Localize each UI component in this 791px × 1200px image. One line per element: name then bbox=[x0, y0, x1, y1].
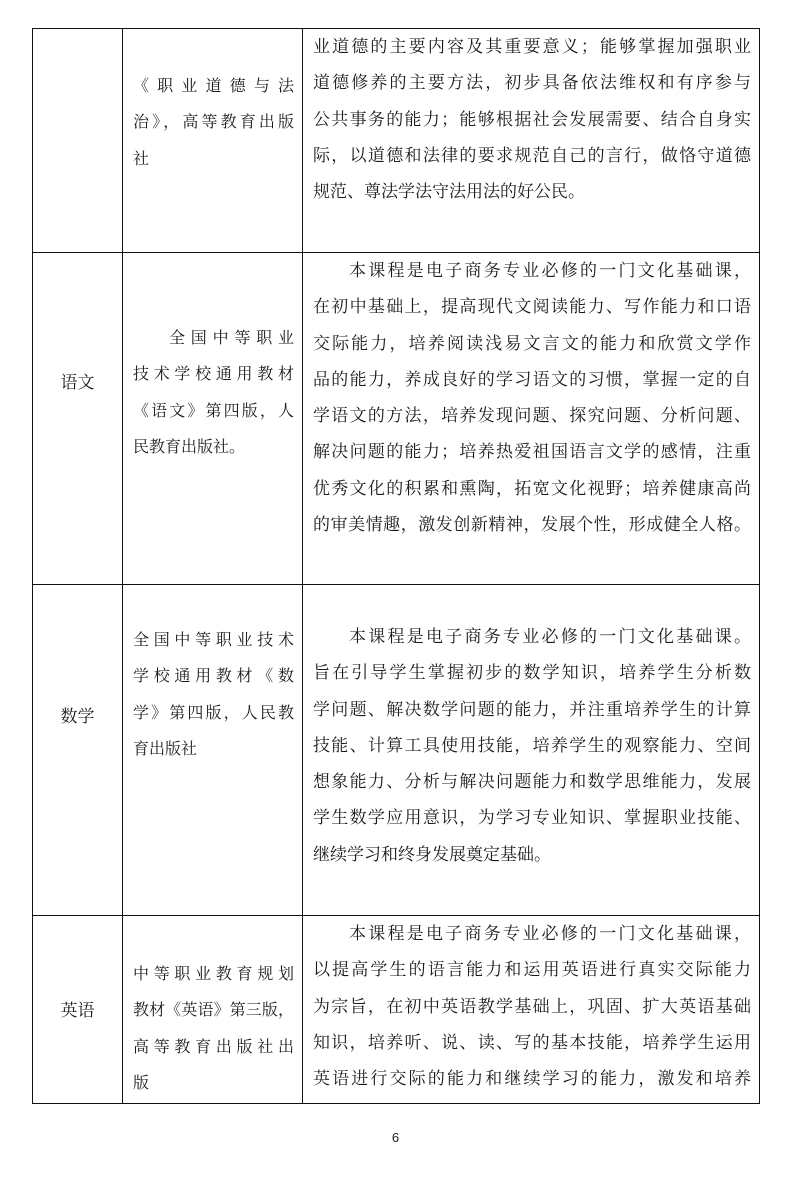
description-line: 为宗旨，在初中英语教学基础上，巩固、扩大英语基础 bbox=[313, 996, 751, 1016]
textbook-cell bbox=[123, 585, 303, 916]
subject-cell bbox=[33, 585, 123, 916]
description-line: 道德修养的主要方法，初步具备依法维权和有序参与 bbox=[313, 73, 751, 93]
description-line: 本课程是电子商务专业必修的一门文化基础课。 bbox=[349, 627, 751, 646]
textbook-line: 全国中等职业 bbox=[169, 330, 294, 347]
description-line: 交际能力，培养阅读浅易文言文的能力和欣赏文学作 bbox=[313, 333, 751, 353]
page-number: 6 bbox=[391, 1130, 400, 1145]
description-line: 业道德的主要内容及其重要意义；能够掌握加强职业 bbox=[313, 37, 751, 56]
subject-name: 语文 bbox=[60, 373, 95, 392]
description-line: 公共事务的能力；能够根据社会发展需要、结合自身实 bbox=[313, 109, 751, 129]
textbook-line: 版 bbox=[133, 1074, 150, 1092]
textbook-cell bbox=[123, 916, 303, 1104]
table-row bbox=[33, 253, 760, 585]
subject-cell bbox=[33, 253, 123, 585]
description-line: 解决问题的能力；培养热爱祖国语言文学的感情，注重 bbox=[313, 442, 751, 462]
description-line: 学生数学应用意识，为学习专业知识、掌握职业技能、 bbox=[313, 808, 751, 828]
subject-cell bbox=[33, 916, 123, 1104]
table-row bbox=[33, 29, 760, 253]
description-line: 旨在引导学生掌握初步的数学知识，培养学生分析数 bbox=[313, 663, 751, 683]
description-line: 以提高学生的语言能力和运用英语进行真实交际能力 bbox=[313, 960, 751, 980]
textbook-line: 全国中等职业技术 bbox=[133, 632, 294, 649]
textbook-line: 中等职业教育规划 bbox=[133, 966, 294, 983]
description-line: 本课程是电子商务专业必修的一门文化基础课， bbox=[349, 924, 751, 943]
description-line: 的审美情趣，激发创新精神，发展个性，形成健全人格。 bbox=[313, 515, 751, 535]
description-line: 品的能力，养成良好的学习语文的习惯，掌握一定的自 bbox=[313, 369, 751, 389]
textbook-line: 民教育出版社。 bbox=[133, 438, 246, 456]
textbook-cell bbox=[123, 29, 303, 253]
textbook-line: 教材《英语》第三版， bbox=[133, 1002, 294, 1020]
description-cell bbox=[303, 585, 760, 916]
description-line: 继续学习和终身发展奠定基础。 bbox=[313, 844, 551, 864]
description-line: 技能、计算工具使用技能，培养学生的观察能力、空间 bbox=[313, 735, 751, 755]
textbook-line: 《职业道德与法 bbox=[133, 78, 294, 95]
description-line: 英语进行交际的能力和继续学习的能力，激发和培养 bbox=[313, 1069, 751, 1089]
description-line: 规范、尊法学法守法用法的好公民。 bbox=[313, 182, 585, 202]
table-row bbox=[33, 916, 760, 1104]
subject-name: 英语 bbox=[60, 1001, 95, 1020]
subject-name: 数学 bbox=[60, 707, 95, 726]
course-table bbox=[32, 28, 760, 1104]
description-line: 在初中基础上，提高现代文阅读能力、写作能力和口语 bbox=[313, 297, 751, 317]
description-line: 想象能力、分析与解决问题能力和数学思维能力，发展 bbox=[313, 772, 751, 792]
description-cell bbox=[303, 253, 760, 585]
textbook-line: 学校通用教材《数 bbox=[133, 668, 294, 686]
description-line: 知识，培养听、说、读、写的基本技能，培养学生运用 bbox=[313, 1032, 751, 1052]
textbook-line: 技术学校通用教材 bbox=[133, 366, 294, 384]
textbook-line: 治》，高等教育出版 bbox=[133, 114, 294, 132]
description-line: 学问题、解决数学问题的能力，并注重培养学生的计算 bbox=[313, 699, 751, 719]
description-line: 优秀文化的积累和熏陶，拓宽文化视野；培养健康高尚 bbox=[313, 478, 751, 498]
description-cell bbox=[303, 29, 760, 253]
description-line: 学语文的方法，培养发现问题、探究问题、分析问题、 bbox=[313, 406, 751, 426]
table-row bbox=[33, 585, 760, 916]
textbook-line: 《语文》第四版，人 bbox=[133, 402, 294, 420]
textbook-line: 学》第四版，人民教 bbox=[133, 704, 294, 722]
description-cell bbox=[303, 916, 760, 1104]
textbook-line: 社 bbox=[133, 150, 150, 168]
textbook-line: 高等教育出版社出 bbox=[133, 1038, 294, 1056]
subject-cell bbox=[33, 29, 123, 253]
description-line: 本课程是电子商务专业必修的一门文化基础课， bbox=[349, 261, 751, 280]
textbook-line: 育出版社 bbox=[133, 740, 198, 758]
textbook-cell bbox=[123, 253, 303, 585]
description-line: 际，以道德和法律的要求规范自己的言行，做恪守道德 bbox=[313, 145, 751, 165]
